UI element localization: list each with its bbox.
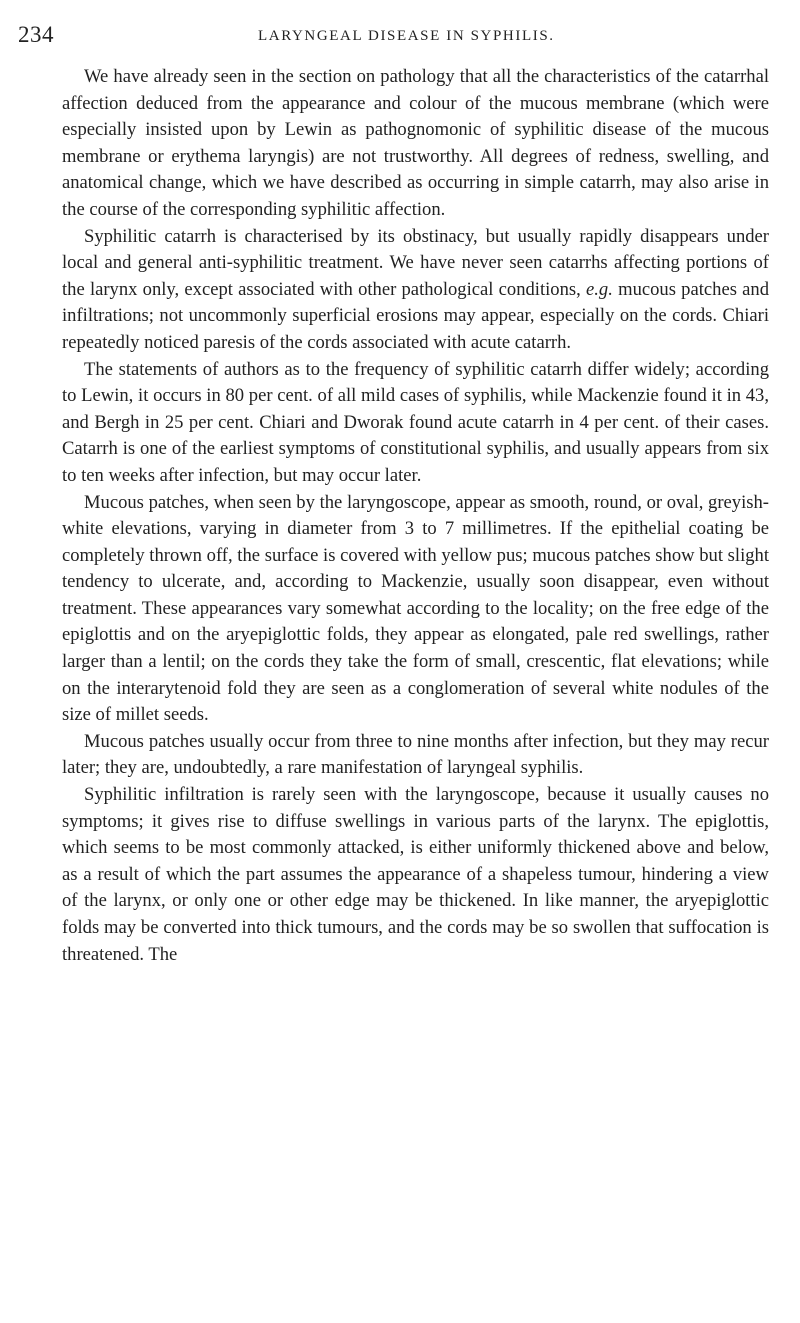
paragraph-frequency-statements: The statements of authors as to the frequency of syphilitic catarrh differ widely; according to Lewin, it occurs in 80 per cent. of all mild cases of syphilis, while Mackenzie found it in 43, and Bergh in 25 per cent. Chiari and Dworak found acute catarrh in 4 per cent. of their cases. Catarrh is one of the earliest symptoms of constitutional syphilis, and usually appears from six to ten weeks after infection, but may occur later.	[62, 358, 769, 486]
body-text	[62, 64, 769, 968]
paragraph-syphilitic-catarrh	[62, 224, 769, 357]
paragraph-text-before: Syphilitic catarrh is characterised by its obstinacy, but usually rapidly disappears under local and general anti-syphilitic treatment. We have never seen catarrhs affecting portions of the larynx only, except associated with other pathological conditions,	[62, 225, 769, 300]
paragraph-text-after: mucous patches and infiltrations; not uncommonly superficial erosions may appear, especially on the cords. Chiari repeatedly noticed paresis of the cords associated with acute catarrh.	[62, 278, 770, 353]
paragraph-mucous-patches: Mucous patches, when seen by the laryngoscope, appear as smooth, round, or oval, greyish-white elevations, varying in diameter from 3 to 7 millimetres. If the epithelial coating be completely thrown off, the surface is covered with yellow pus; mucous patches show but slight tendency to ulcerate, and, according to Mackenzie, usually soon disappear, even without treatment. These appearances vary somewhat according to the locality; on the free edge of the epiglottis and on the aryepiglottic folds, they appear as elongated, pale red swellings, rather larger than a lentil; on the cords they take the form of small, crescentic, flat elevations; while on the interarytenoid fold they are seen as a conglomeration of several white nodules of the size of millet seeds.	[62, 491, 769, 726]
paragraph-mucous-patches-timing: Mucous patches usually occur from three to nine months after infection, but they may recur later; they are, undoubtedly, a rare manifestation of laryngeal syphilis.	[62, 730, 769, 779]
page-number: 234	[18, 22, 54, 47]
paragraph-catarrhal-characteristics: We have already seen in the section on pathology that all the characteristics of the catarrhal affection deduced from the appearance and colour of the mucous membrane (which were especially insisted upon by Lewin as pathognomonic of syphilitic disease of the mucous membrane or erythema laryngis) are not trustworthy. All degrees of redness, swelling, and anatomical change, which we have described as occurring in simple catarrh, may also arise in the course of the corresponding syphilitic affection.	[62, 66, 769, 220]
running-header	[0, 22, 800, 52]
running-title: LARYNGEAL DISEASE IN SYPHILIS.	[258, 28, 555, 44]
paragraph-syphilitic-infiltration: Syphilitic infiltration is rarely seen with the laryngoscope, because it usually causes no symptoms; it gives rise to diffuse swellings in various parts of the larynx. The epiglottis, which seems to be most commonly attacked, is either uniformly thickened above and below, as a result of which the part assumes the appearance of a shapeless tumour, hindering a view of the larynx, or only one or other edge may be thickened. In like manner, the aryepiglottic folds may be converted into thick tumours, and the cords may be so swollen that suffocation is threatened. The	[62, 784, 769, 965]
italic-abbreviation: e.g.	[586, 278, 613, 300]
